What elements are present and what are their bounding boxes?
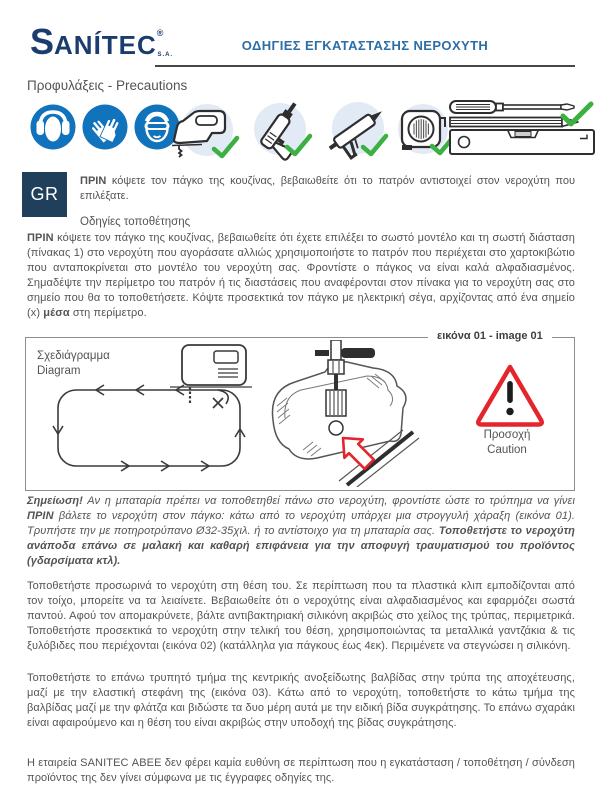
- power-drill-icon: [243, 97, 313, 167]
- sanitec-logo: [30, 21, 174, 62]
- note-paragraph: Σημείωση! Αν η μπαταρία πρέπει να τοποθετηθεί πάνω στο νεροχύτη, φροντίστε ώστε το τρύπημα να γίνει ΠΡΙΝ βάλετε το νεροχύτη στον πάγκο: κάτω από το νεροχύτη υπάρχει μια στρογγυλή χάραξη (εικόνα 01). Τρυπήστε την με ποτηροτρύπανο Ø32-35χιλ. ή το αντίστοιχο για τη μπαταρία σας. Τοποθετήστε το νεροχύτη ανάποδα επάνω σε μαλακή και καθαρή επιφάνεια για την αποφυγή τραυματισμού του προϊόντος (γδαρσίματα κτλ).: [27, 495, 575, 567]
- paragraph-placement: Τοποθετήστε προσωρινά το νεροχύτη στη θέση του. Σε περίπτωση που τα πλαστικά κλιπ εμποδίζονται από τον τοίχο, μπορείτε να τα λειαίνετε. Βεβαιωθείτε ότι ο νεροχύτης είναι αλφαδιασμένος και εφαρμόζει σωστά παντού. Αφού τον απομακρύνετε, βάλτε αντιβακτηριακή σιλικόνη ακριβώς στο χείλος της τρύπας, περιμετρικά. Τοποθετήστε προσεκτικά το νεροχύτη στην τελική του θέση, χρησιμοποιώντας τα μεταλλικά γαντζάκια & τις ξυλόβιδες που περιέχονται (εικόνα 02) (κατάλληλα για πάγκους έως 4εκ). Περιμένετε να στεγνώσει η σιλικόνη.: [27, 580, 575, 652]
- disclaimer-text: Η εταιρεία SANITEC ΑΒΕΕ δεν φέρει καμία ευθύνη σε περίπτωση που η εγκατάσταση / τοποθέτηση / σύνδεση προϊόντος της δεν γίνει σύμφωνα με τις έγγραφες οδηγίες της.: [27, 757, 575, 784]
- figure-01-label: εικόνα 01 - image 01: [428, 330, 552, 342]
- diagram-label-gr: Σχεδιάγραμμα: [37, 350, 110, 362]
- paragraph-valve: Τοποθετήστε το επάνω τρυπητό τμήμα της κεντρικής ανοξείδωτης βαλβίδας στην τρύπα της αποχέτευσης, μαζί με την ελαστική στεφάνη της (εικόνα 03). Κάτω από το νεροχύτη, τοποθετήστε το κάτω τμήμα της βαλβίδας μαζί με την φλάτζα και βιδώστε τα δυο μέρη αυτά με την ειδική βίδα συγκράτησης. Το επάνω σχαράκι είναι αφαιρούμενο και η θέση του είναι ακριβώς στην υποδοχή της βίδας συγκράτησης.: [27, 672, 575, 729]
- page-title: ΟΔΗΓΙΕΣ ΕΓΚΑΤΑΣΤΑΣΗΣ ΝΕΡΟΧΥΤΗ: [241, 38, 489, 53]
- language-badge-label: GR: [30, 184, 59, 204]
- ear-protection-icon: [30, 104, 76, 150]
- drilling-illustration: [255, 340, 420, 487]
- cutting-path-diagram: [30, 342, 265, 485]
- gr-intro-text: ΠΡΙΝ κόψετε τον πάγκο της κουζίνας, βεβαιωθείτε ότι το πατρόν αντιστοιχεί στον νεροχύτη που επιλέξατε.: [80, 175, 575, 202]
- caution-label-en: Caution: [487, 444, 527, 456]
- paragraph-before-cutting: ΠΡΙΝ κόψετε τον πάγκο της κουζίνας, βεβαιωθείτε ότι έχετε επιλέξει το σωστό μοντέλο και τη σωστή διάσταση (πίνακας 1) στο νεροχύτη που αγοράσατε αλλιώς χρησιμοποιήστε το πατρόν που περιέχεται στο χαρτοκιβώτιο που ανταποκρίνεται στο μοντέλο του νεροχύτη σας. Φροντίστε ο πάγκος να είναι καλά αλφαδιασμένος. Σημαδέψτε την περίμετρο του πατρόν ή τις διαστάσεις που αναφέρονται στον πίνακα για το νεροχύτη σας στο σημείο που θα το τοποθετήσετε. Κόψτε προσεκτικά τον πάγκο με ηλεκτρική σέγα, αρχίζοντας από ένα σημείο (x) μέσα στη περίμετρο.: [27, 232, 575, 319]
- precautions-heading: Προφυλάξεις - Precautions: [27, 78, 188, 93]
- registered-mark-icon: ®: [156, 28, 164, 38]
- language-badge: [22, 172, 67, 217]
- header-divider: [155, 65, 575, 67]
- caution-triangle-icon: [474, 362, 546, 428]
- checkmark-icon: [560, 101, 594, 129]
- spirit-level-icon: [448, 128, 596, 156]
- logo-suffix: S.A.: [157, 52, 174, 58]
- logo-part2: ANÍTEC: [54, 30, 157, 60]
- caution-label-gr: Προσοχή: [483, 429, 531, 441]
- jigsaw-mini-icon: [170, 345, 252, 404]
- red-arrow-icon: [343, 438, 374, 469]
- installation-heading: Οδηγίες τοποθέτησης: [80, 216, 191, 228]
- screwdriver-icon: [448, 99, 576, 115]
- diagram-label-en: Diagram: [37, 365, 81, 377]
- protective-gloves-icon: [82, 104, 128, 150]
- logo-part1: S: [30, 21, 55, 62]
- caution-label: [452, 428, 562, 458]
- jigsaw-icon: [162, 100, 240, 166]
- caulking-gun-icon: [315, 97, 393, 167]
